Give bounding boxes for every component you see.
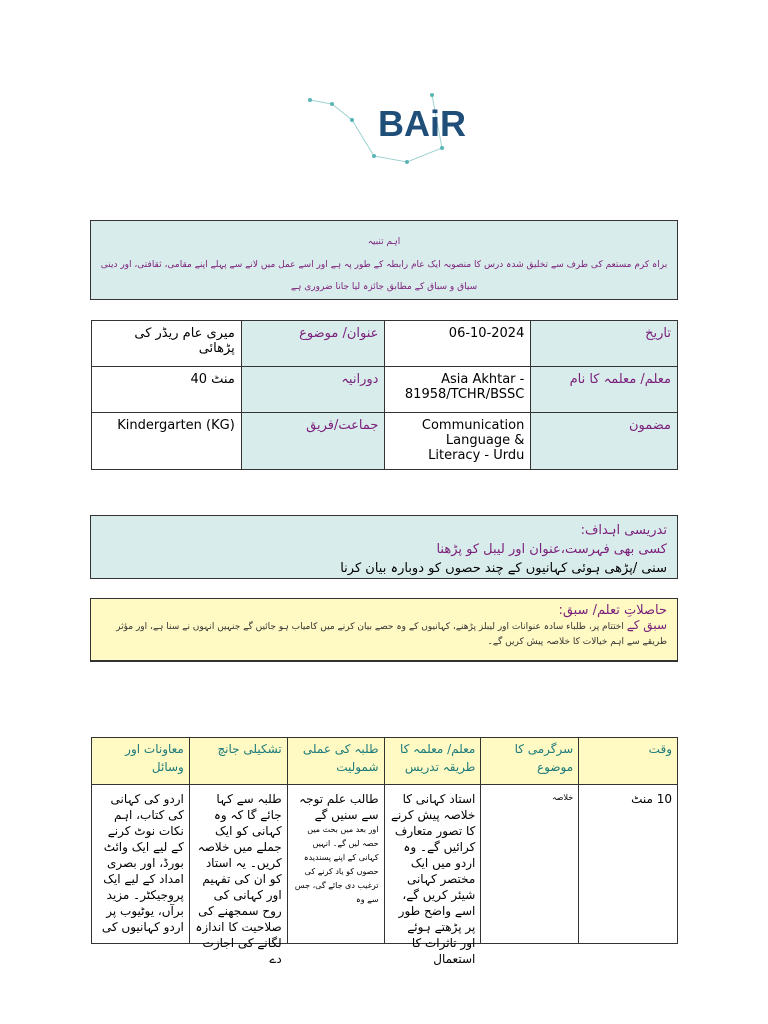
objective-item: سنی /پڑھی ہوئی کہانیوں کے چند حصوں کو دوبارہ بیان کرنا — [340, 561, 667, 576]
header-activity: سرگرمی کا موضوع — [481, 738, 579, 785]
date-label: تاریخ — [531, 321, 678, 367]
info-row — [92, 321, 678, 367]
outcomes-lead: سبق کے — [626, 618, 667, 632]
grade-label: جماعت/فریق — [241, 413, 385, 470]
cell-teaching-method — [384, 785, 481, 966]
duration-label: دورانیہ — [241, 367, 385, 413]
info-row — [92, 413, 678, 470]
grade-value: Kindergarten (KG) — [92, 413, 242, 470]
student-engagement-text — [293, 791, 379, 925]
students-small: اور بعد میں بحث میں حصہ لیں گے۔ انہیں کہانی کے اپنے پسندیدہ حصوں کو یاد کرنے کی ترغیب دی جائے گی، جس سے وہ — [294, 825, 379, 904]
teacher-label: معلم/ معلمہ کا نام — [531, 367, 678, 413]
objectives-title: تدریسی اہداف: — [580, 523, 667, 538]
header-student-engagement: طلبہ کی عملی شمولیت — [287, 738, 384, 785]
activity-text: خلاصہ — [551, 793, 574, 802]
lesson-info-table — [91, 320, 678, 470]
date-value: 06-10-2024 — [385, 321, 531, 367]
info-row — [92, 367, 678, 413]
outcomes-body: اختتام پر، طلباء سادہ عنوانات اور لیبلز پڑھنے، کہانیوں کے وہ حصے بیان کرنے میں کامیاب ہو جائیں گے جنہیں انہوں نے سنا ہے، اور مؤثر طریقے سے اہم خیالات کا خلاصہ پیش کریں گے۔ — [116, 622, 667, 647]
cell-time — [579, 785, 678, 944]
subject-value: Communication Language & Literacy - Urdu — [385, 413, 531, 470]
students-main: طالب علم توجہ سے سنیں گے — [299, 792, 379, 822]
plan-row — [92, 785, 678, 944]
header-teaching-method: معلم/ معلمہ کا طریقہ تدریس — [384, 738, 481, 785]
teacher-value: Asia Akhtar - 81958/TCHR/BSSC — [385, 367, 531, 413]
disclaimer-heading: اہم تنبیہ — [367, 237, 401, 247]
time-text: 10 منٹ — [631, 792, 672, 806]
resources-text: اردو کی کہانی کی کتاب، اہم نکات نوٹ کرنے کے لیے ایک وائٹ بورڈ، اور بصری امداد کے لیے ایک پروجیکٹر۔ مزید برآں، یوٹیوب پر اردو کہانیوں کی — [101, 792, 184, 934]
disclaimer-text: براہ کرم مستعم کی طرف سے تخلیق شدہ درس کا منصوبہ ایک عام رابطہ کے طور پہ ہے اور اسے عمل میں لانے سے پہلے اپنے مقامی، ثقافتی، اور دینی سیاق و سباق کے مطابق جائزہ لیا جانا ضروری ہے — [100, 260, 668, 292]
duration-value: 40 منٹ — [92, 367, 242, 413]
header-time: وقت — [579, 738, 678, 785]
objective-item: کسی بھی فہرست،عنوان اور لیبل کو پڑھنا — [436, 542, 667, 557]
learning-outcomes — [90, 598, 678, 662]
subject-label: مضمون — [531, 413, 678, 470]
learning-objectives — [90, 515, 678, 579]
cell-student-engagement — [287, 785, 384, 944]
assessment-text: طلبہ سے کہا جائے گا کہ وہ کہانی کو ایک جملے میں خلاصہ کریں۔ یہ استاد کو ان کی تفہیم اور کہانی کی روح سمجھنے کی صلاحیت کا اندازہ لگانے کی اجازت دے — [195, 792, 282, 966]
cell-resources — [92, 785, 190, 944]
header-assessment: تشکیلی جانچ — [189, 738, 287, 785]
disclaimer-box — [90, 220, 678, 300]
constellation-icon — [292, 90, 492, 180]
lesson-plan-table — [91, 737, 678, 966]
cell-assessment — [189, 785, 287, 966]
topic-value: میری عام ریڈر کی پڑھائی — [92, 321, 242, 367]
topic-label: عنوان/ موضوع — [241, 321, 385, 367]
bair-logo — [292, 90, 492, 180]
teaching-method-text: استاد کہانی کا خلاصہ پیش کرنے کا تصور متعارف کرائیں گے۔ وہ اردو میں ایک مختصر کہانی شیئر کریں گے، اسے واضح طور پر پڑھتے ہوئے اور تاثرات کا استعمال — [390, 792, 476, 966]
outcomes-title: حاصلاتِ تعلم/ سبق: — [558, 603, 667, 618]
logo-text: BAiR — [378, 103, 466, 144]
cell-activity — [481, 785, 579, 944]
outcomes-text — [101, 618, 667, 650]
header-resources: معاونات اور وسائل — [92, 738, 190, 785]
plan-header-row — [92, 738, 678, 785]
